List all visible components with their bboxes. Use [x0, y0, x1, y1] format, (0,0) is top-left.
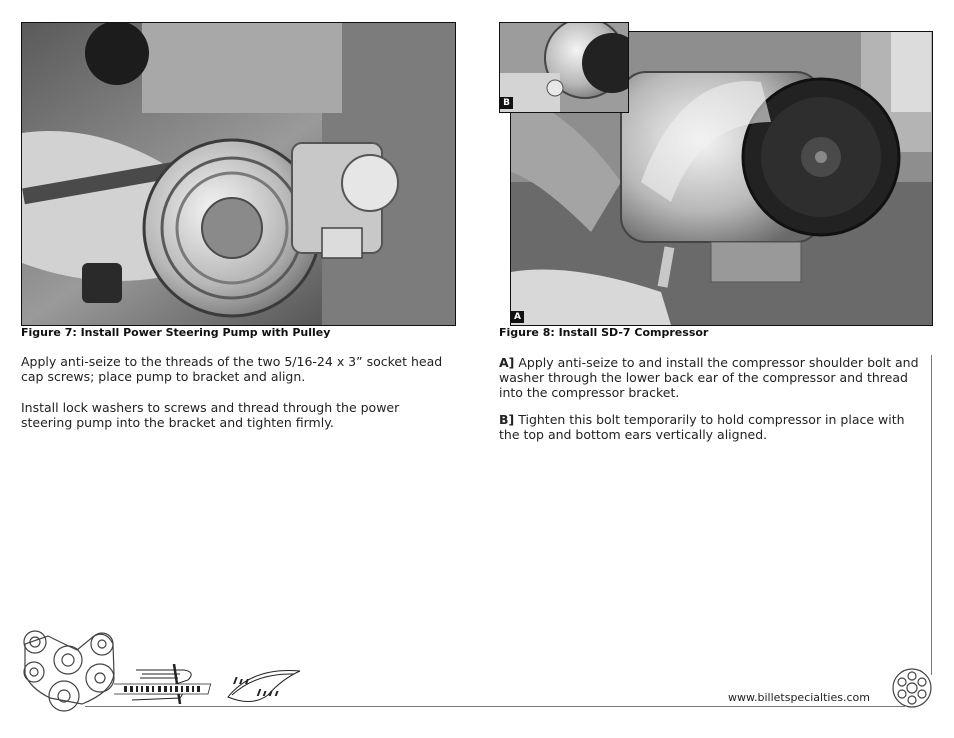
- figure-8-step-a: [499, 355, 919, 400]
- step-a-label: A]: [499, 355, 515, 370]
- step-a-text: Apply anti-seize to and install the compressor shoulder bolt and washer through the lower back ear of the compressor and thread into the compressor bracket.: [499, 355, 919, 400]
- tru-trac-logo: [222, 665, 308, 705]
- website-url: www.billetspecialties.com: [728, 691, 870, 704]
- figure-7-paragraph-2: Install lock washers to screws and thread through the power steering pump into the bracket and tighten firmly.: [21, 400, 400, 430]
- right-border-rule: [931, 355, 932, 675]
- inset-bolt-closeup-image: [500, 23, 628, 112]
- figure-8-step-b: [499, 412, 919, 442]
- figure-8-inset-photo: [499, 22, 629, 113]
- pulley-emblem-icon: [891, 667, 933, 709]
- bottom-border-rule: [85, 706, 905, 707]
- figure-7-caption: Figure 7: Install Power Steering Pump with Pulley: [21, 326, 331, 339]
- figure-7-paragraph-1: Apply anti-seize to the threads of the two 5/16-24 x 3” socket head cap screws; place pump to bracket and align.: [21, 354, 443, 384]
- figure-8-caption: Figure 8: Install SD-7 Compressor: [499, 326, 709, 339]
- inset-tag-b: B: [500, 97, 513, 109]
- figure-7-photo: [21, 22, 456, 326]
- photo-tag-a: A: [511, 311, 524, 323]
- power-steering-pump-image: [22, 23, 455, 325]
- step-b-label: B]: [499, 412, 515, 427]
- billet-specialties-logo: [114, 664, 218, 706]
- step-b-text: Tighten this bolt temporarily to hold compressor in place with the top and bottom ears vertically aligned.: [499, 412, 905, 442]
- pulley-diagram-logo: [20, 622, 120, 714]
